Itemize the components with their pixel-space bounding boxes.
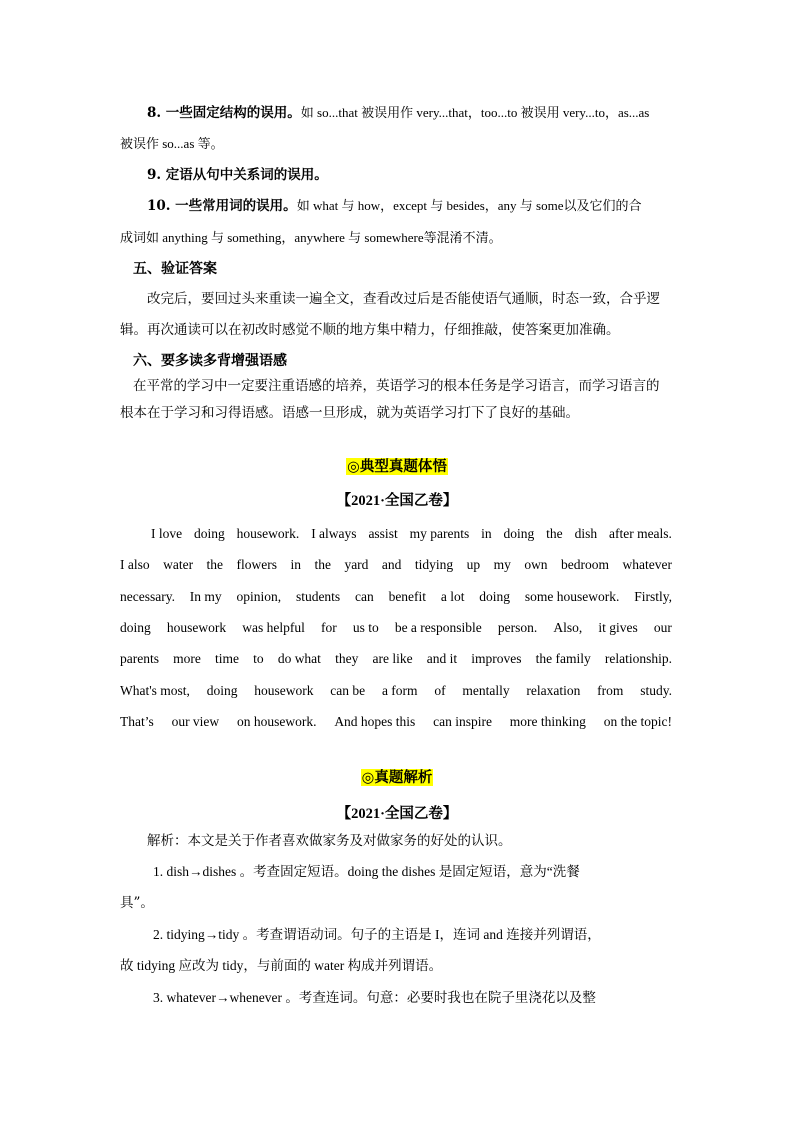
section-5-line-1: 改完后，要回过头来重读一遍全文，查看改过后是否能使语气通顺，时态一致，合乎逻: [147, 291, 660, 307]
passage-word: and: [381, 557, 402, 572]
passage-word: I also: [120, 557, 150, 572]
passage-word: improves: [471, 651, 522, 666]
passage-word: housework: [166, 620, 227, 635]
passage-word: are like: [372, 651, 413, 666]
tip-item-8: [147, 103, 649, 123]
passage-word: in: [290, 557, 301, 572]
passage-word: doing: [120, 620, 151, 635]
passage-word: own: [524, 557, 548, 572]
passage-word: to: [253, 651, 264, 666]
analysis-item-2-line-1: 2. tidying→tidy 。考查谓语动词。句子的主语是 I，连词 and 连接并列谓语，: [153, 927, 601, 942]
passage-word: from: [597, 683, 624, 698]
passage-word: and it: [426, 651, 458, 666]
passage-word: my: [493, 557, 511, 572]
passage-word: study.: [640, 683, 672, 698]
passage-word: person.: [497, 620, 538, 635]
passage-word: my parents: [409, 526, 470, 541]
passage-word: more thinking: [509, 714, 586, 729]
passage-line: [151, 524, 672, 544]
passage-word: on the topic!: [603, 714, 672, 729]
passage-word: doing: [206, 683, 238, 698]
tip-item-8-title: 8. 一些固定结构的误用。: [147, 105, 301, 121]
passage-word: our: [653, 620, 672, 635]
passage-word: flowers: [236, 557, 278, 572]
section-6-heading: 六、要多读多背增强语感: [133, 353, 287, 369]
passage-word: And hopes this: [334, 714, 416, 729]
passage-word: was helpful: [242, 620, 305, 635]
passage-word: necessary.: [120, 589, 175, 604]
passage-word: they: [335, 651, 359, 666]
passage-word: more: [173, 651, 201, 666]
passage-line: [120, 712, 672, 732]
passage-word: be a responsible: [394, 620, 482, 635]
tip-item-8-text: 如 so...that 被误用作 very...that，too...to 被误用 very...to，as...as: [300, 105, 650, 120]
section-6-line-1: 在平常的学习中一定要注重语感的培养，英语学习的根本任务是学习语言，而学习语言的: [133, 378, 660, 394]
analysis-item-1-line-2: 具”。: [120, 895, 154, 911]
passage-word: benefit: [388, 589, 427, 604]
passage-word: Firstly,: [634, 589, 672, 604]
passage-word: yard: [344, 557, 369, 572]
passage-word: doing: [503, 526, 535, 541]
section-5-heading: 五、验证答案: [133, 261, 217, 277]
passage-line: [120, 618, 672, 638]
analysis-item-1-line-1: 1. dish→dishes 。考查固定短语。doing the dishes 是固定短语，意为“洗餐: [153, 864, 580, 879]
exam-banner-label: ◎典型真题体悟: [347, 458, 447, 475]
passage-word: bedroom: [561, 557, 610, 572]
passage-line: [120, 649, 672, 669]
analysis-item-3-line-1: 3. whatever→whenever 。考查连词。句意：必要时我也在院子里浇花以及整: [153, 990, 596, 1005]
passage-word: the family: [535, 651, 591, 666]
passage-word: after meals.: [608, 526, 672, 541]
passage-word: assist: [368, 526, 398, 541]
passage-word: water: [163, 557, 194, 572]
passage-word: a form: [381, 683, 418, 698]
passage-word: our view: [171, 714, 220, 729]
analysis-item-2-line-2: 故 tidying 应改为 tidy，与前面的 water 构成并列谓语。: [120, 958, 443, 973]
analysis-banner: [0, 768, 794, 788]
tip-item-10-text: 如 what 与 how，except 与 besides，any 与 some以及它们的合: [296, 198, 642, 213]
passage-word: it gives: [598, 620, 638, 635]
passage-line: [120, 555, 672, 575]
passage-word: housework.: [236, 526, 300, 541]
passage-word: the: [314, 557, 331, 572]
passage-word: some housework.: [524, 589, 620, 604]
passage-word: I always: [311, 526, 357, 541]
tip-item-8-line2: 被误作 so...as 等。: [120, 136, 224, 151]
exam-source: 【2021·全国乙卷】: [336, 493, 458, 509]
passage-line: [120, 681, 672, 701]
passage-word: in: [481, 526, 492, 541]
passage-word: relaxation: [526, 683, 581, 698]
passage-word: the: [206, 557, 224, 572]
passage-word: Also,: [553, 620, 583, 635]
passage-word: In my: [189, 589, 222, 604]
passage-word: What's most,: [120, 683, 190, 698]
passage-word: up: [466, 557, 481, 572]
tip-item-10-line2: 成词如 anything 与 something，anywhere 与 somewhere等混淆不清。: [120, 230, 502, 245]
passage-word: on housework.: [237, 714, 317, 729]
passage-word: us to: [352, 620, 379, 635]
passage-word: doing: [194, 526, 225, 541]
passage-word: mentally: [462, 683, 510, 698]
passage-line: [120, 587, 672, 607]
passage-word: students: [295, 589, 341, 604]
section-5-line-2: 辑。再次通读可以在初改时感觉不顺的地方集中精力，仔细推敲，使答案更加准确。: [120, 322, 620, 338]
passage-word: relationship.: [604, 651, 672, 666]
analysis-intro: 解析：本文是关于作者喜欢做家务及对做家务的好处的认识。: [147, 833, 512, 849]
passage-word: housework: [254, 683, 314, 698]
tip-item-9-title: 9. 定语从句中关系词的误用。: [147, 167, 328, 183]
exam-banner: [0, 457, 794, 477]
passage-word: do what: [277, 651, 321, 666]
passage-word: tidying: [414, 557, 454, 572]
passage-word: time: [215, 651, 240, 666]
passage-word: parents: [120, 651, 159, 666]
passage-word: I love: [151, 526, 183, 541]
passage-word: for: [320, 620, 337, 635]
analysis-banner-label: ◎真题解析: [361, 769, 433, 786]
passage-word: can be: [330, 683, 366, 698]
passage-word: dish: [574, 526, 598, 541]
passage-word: a lot: [440, 589, 465, 604]
passage-word: doing: [479, 589, 511, 604]
passage-word: of: [434, 683, 446, 698]
tip-item-10-title: 10. 一些常用词的误用。: [147, 198, 297, 214]
passage-word: the: [546, 526, 563, 541]
passage-word: whatever: [622, 557, 672, 572]
passage-word: can: [355, 589, 374, 604]
passage-word: That’s: [120, 714, 154, 729]
tip-item-10: [147, 196, 642, 216]
passage-word: can inspire: [433, 714, 492, 729]
passage-word: opinion,: [236, 589, 282, 604]
analysis-source: 【2021·全国乙卷】: [336, 806, 458, 822]
section-6-line-2: 根本在于学习和习得语感。语感一旦形成，就为英语学习打下了良好的基础。: [120, 405, 579, 421]
